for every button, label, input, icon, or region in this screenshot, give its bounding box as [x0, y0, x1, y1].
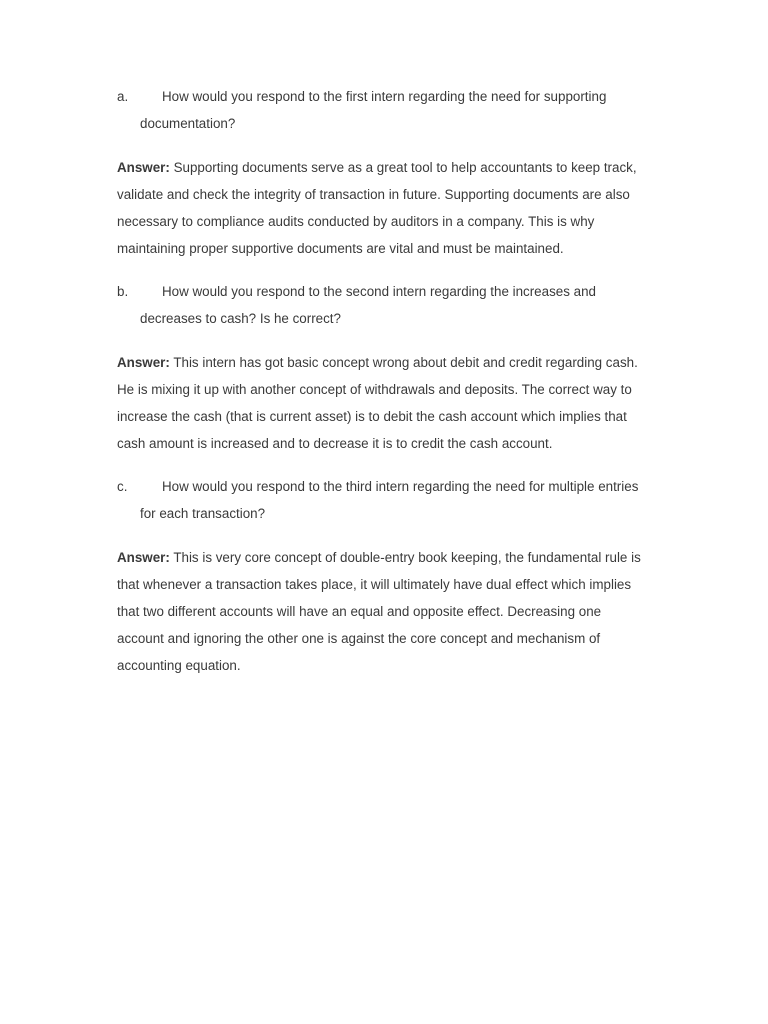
- question-b: [117, 278, 647, 332]
- question-letter: c.: [117, 479, 128, 494]
- answer-text: This is very core concept of double-entry book keeping, the fundamental rule is that whenever a transaction takes place, it will ultimately have dual effect which implies that two different accounts will have an equal and opposite effect. Decreasing one account and ignoring the other one is against the core concept and mechanism of accounting equation.: [117, 550, 641, 673]
- qa-block-b: [117, 278, 647, 457]
- qa-block-c: [117, 473, 647, 679]
- question-letter: a.: [117, 89, 129, 104]
- question-c: [117, 473, 647, 527]
- qa-block-a: [117, 83, 647, 262]
- question-text: How would you respond to the third intern regarding the need for multiple entries for each transaction?: [140, 479, 639, 521]
- document-page: [117, 83, 647, 695]
- question-text: How would you respond to the first intern regarding the need for supporting documentation?: [140, 89, 607, 131]
- answer-a: [117, 154, 647, 262]
- question-text: How would you respond to the second intern regarding the increases and decreases to cash? Is he correct?: [140, 284, 596, 326]
- answer-label: Answer:: [117, 355, 170, 370]
- question-a: [117, 83, 647, 137]
- answer-text: Supporting documents serve as a great tool to help accountants to keep track, validate and check the integrity of transaction in future. Supporting documents are also necessary to compliance audits conducted by auditors in a company. This is why maintaining proper supportive documents are vital and must be maintained.: [117, 160, 637, 256]
- answer-b: [117, 349, 647, 457]
- answer-c: [117, 544, 647, 679]
- question-letter: b.: [117, 284, 129, 299]
- answer-label: Answer:: [117, 160, 170, 175]
- answer-label: Answer:: [117, 550, 170, 565]
- answer-text: This intern has got basic concept wrong about debit and credit regarding cash. He is mixing it up with another concept of withdrawals and deposits. The correct way to increase the cash (that is current asset) is to debit the cash account which implies that cash amount is increased and to decrease it is to credit the cash account.: [117, 355, 638, 451]
